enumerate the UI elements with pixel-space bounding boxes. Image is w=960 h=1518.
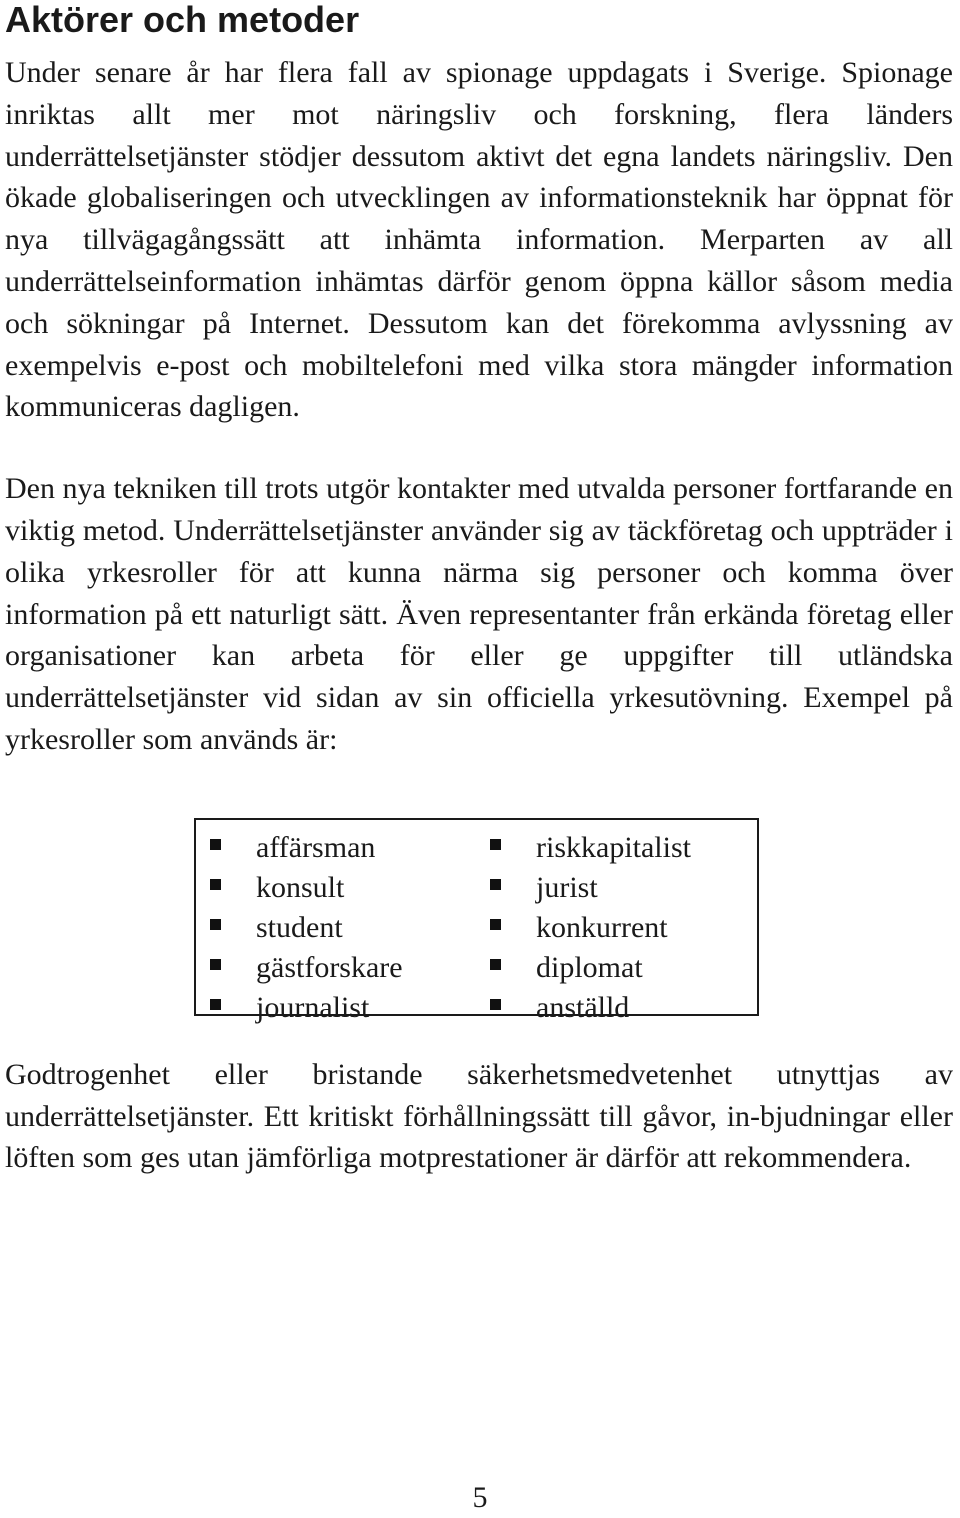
role-list-right: [490, 828, 750, 1024]
role-list-left: [196, 828, 490, 1024]
role-label: konkurrent: [536, 910, 668, 944]
square-bullet-icon: [210, 959, 221, 970]
document-page: [5, 0, 953, 1179]
role-label: journalist: [256, 990, 370, 1024]
square-bullet-icon: [490, 839, 501, 850]
list-item: [490, 828, 750, 868]
square-bullet-icon: [490, 919, 501, 930]
role-label: konsult: [256, 870, 345, 904]
square-bullet-icon: [490, 959, 501, 970]
role-label: gästforskare: [256, 950, 403, 984]
role-label: anställd: [536, 990, 630, 1024]
square-bullet-icon: [490, 879, 501, 890]
role-label: diplomat: [536, 950, 643, 984]
page-number: 5: [472, 1481, 488, 1514]
role-label: student: [256, 910, 343, 944]
list-item: [210, 868, 490, 908]
square-bullet-icon: [210, 879, 221, 890]
list-item: [490, 908, 750, 948]
square-bullet-icon: [210, 999, 221, 1010]
square-bullet-icon: [210, 919, 221, 930]
role-label: affärsman: [256, 830, 376, 864]
paragraph-espionage-intro: Under senare år har flera fall av spionage uppdagats i Sverige. Spionage inriktas allt mer mot näringsliv och forskning, flera länders underrättelsetjänster stödjer dessutom aktivt det egna landets näringsliv. Den ökade globaliseringen och utvecklingen av informationsteknik har öppnat för nya tillvägagångssätt att inhämta information. Merparten av all underrättelseinformation inhämtas därför genom öppna källor såsom media och sökningar på Internet. Dessutom kan det förekomma avlyssning av exempelvis e-post och mobiltelefoni med vilka stora mängder information kommuniceras dagligen.: [5, 56, 953, 424]
role-list-box: [194, 818, 759, 1024]
paragraph-recommendation: Godtrogenhet eller bristande säkerhetsmedvetenhet utnyttjas av underrättelsetjänster. Ett kritiskt förhållningssätt till gåvor, in-bjudningar eller löften som ges utan jämförliga motprestationer är därför att rekommendera.: [5, 1057, 953, 1175]
list-item: [490, 868, 750, 908]
list-item: [210, 908, 490, 948]
section-heading: Aktörer och metoder: [5, 0, 360, 40]
list-item: [490, 988, 750, 1028]
list-item: [210, 948, 490, 988]
square-bullet-icon: [210, 839, 221, 850]
paragraph-contacts-method: Den nya tekniken till trots utgör kontakter med utvalda personer fortfarande en viktig metod. Underrättelsetjänster använder sig av täckföretag och uppträder i olika yrkesroller för att kunna närma sig personer och komma över information på ett naturligt sätt. Även representanter från erkända företag eller organisationer kan arbeta för eller ge uppgifter till utländska underrättelsetjänster vid sidan av sin officiella yrkesutövning. Exempel på yrkesroller som används är:: [5, 472, 953, 756]
square-bullet-icon: [490, 999, 501, 1010]
role-label: jurist: [536, 870, 598, 904]
role-label: riskkapitalist: [536, 830, 691, 864]
list-item: [210, 828, 490, 868]
list-item: [490, 948, 750, 988]
list-item: [210, 988, 490, 1028]
